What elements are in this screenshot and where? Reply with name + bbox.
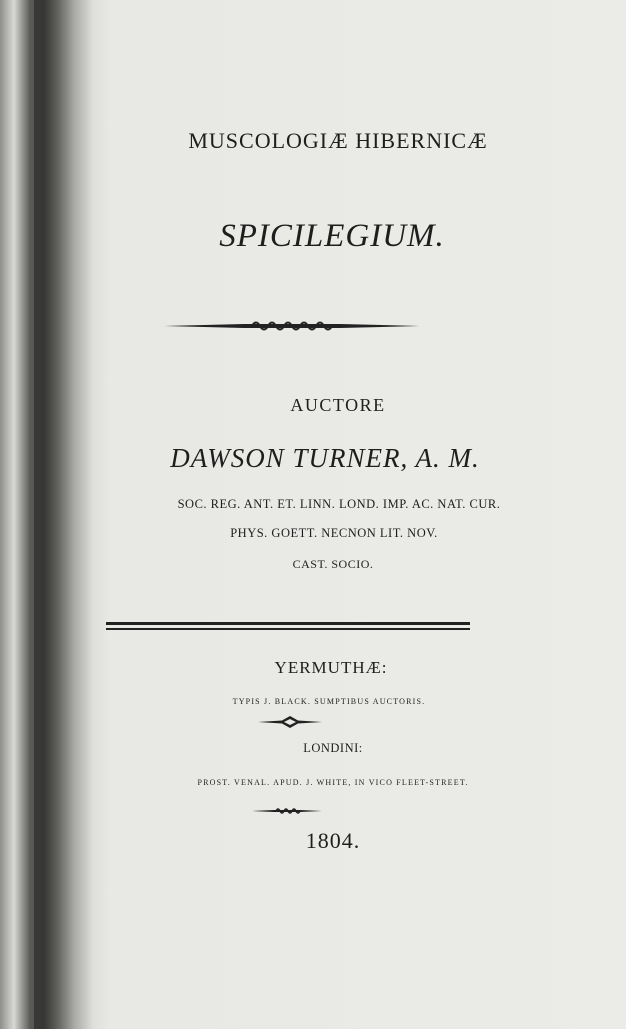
diamond-ornament-rule: [258, 716, 322, 728]
double-rule-bottom: [106, 628, 470, 630]
printer-city: YERMUTHÆ:: [274, 658, 388, 677]
wavy-ornament-rule: [164, 319, 420, 333]
double-rule-top: [106, 622, 470, 625]
credentials-line-2: PHYS. GOETT. NECNON LIT. NOV.: [230, 526, 438, 540]
title-line-1: MUSCOLOGIÆ HIBERNICÆ: [188, 128, 488, 153]
small-wavy-ornament: [252, 806, 322, 816]
credentials-line-3: CAST. SOCIO.: [292, 557, 374, 571]
auctore-label: AUCTORE: [290, 395, 386, 415]
printer-line: TYPIS J. BLACK. SUMPTIBUS AUCTORIS.: [232, 697, 426, 706]
publication-year: 1804.: [305, 828, 361, 853]
author-name: DAWSON TURNER, A. M.: [170, 443, 480, 473]
seller-line: PROST. VENAL. APUD. J. WHITE, IN VICO FLEET-STREET.: [197, 778, 469, 787]
seller-city: LONDINI:: [303, 741, 363, 755]
book-spine-shadow: [34, 0, 94, 1029]
credentials-line-1: SOC. REG. ANT. ET. LINN. LOND. IMP. AC. NAT. CUR.: [177, 497, 501, 511]
title-line-2: SPICILEGIUM.: [219, 218, 445, 254]
